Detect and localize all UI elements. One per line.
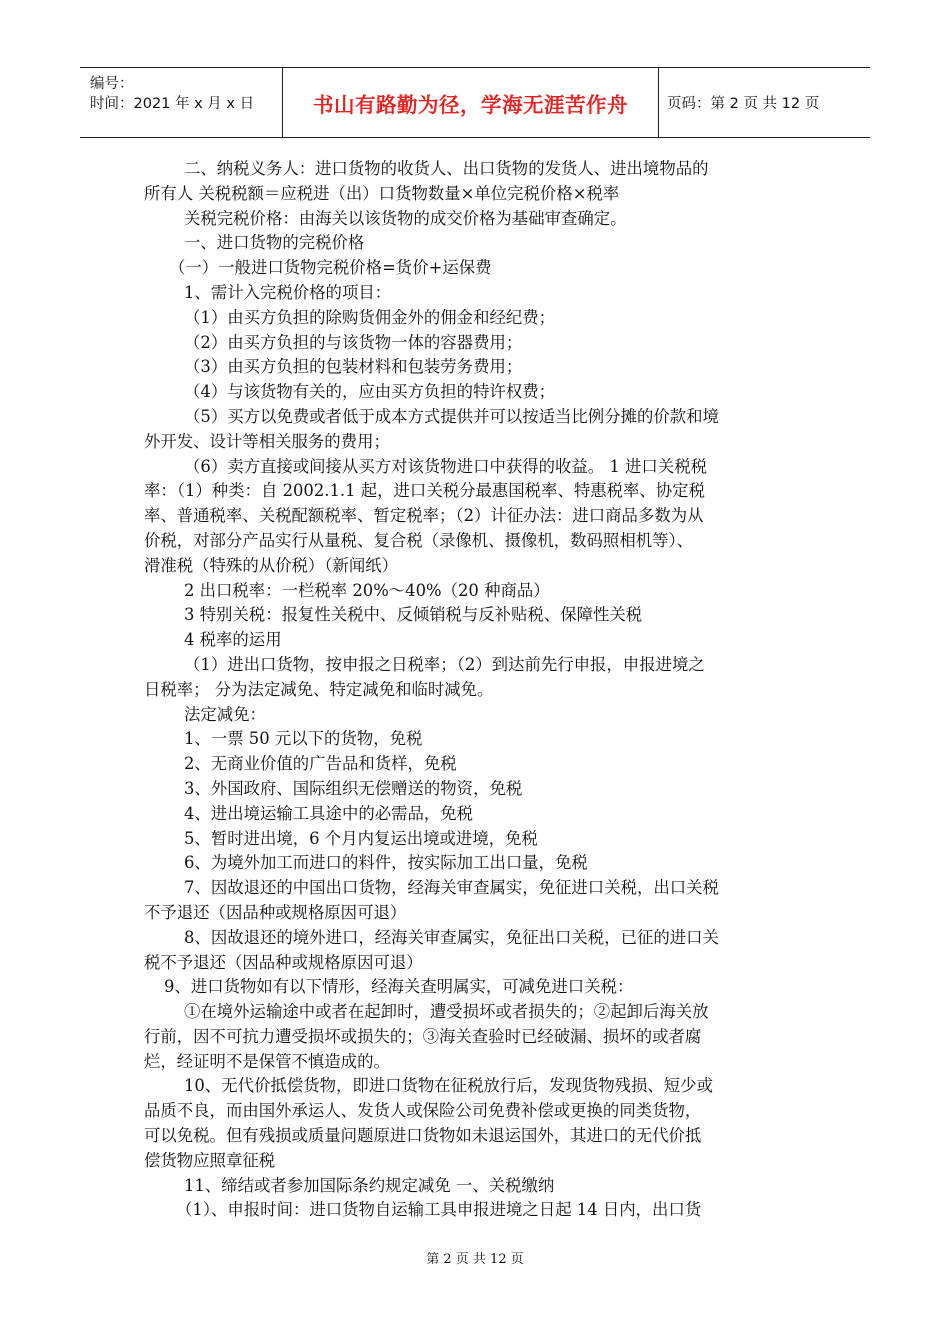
footer-page-number: 第 2 页 共 12 页 [426, 1252, 524, 1267]
text-line: 4、进出境运输工具途中的必需品，免税 [184, 803, 474, 823]
text-line: 2、无商业价值的广告品和货样，免税 [184, 754, 457, 774]
text-line: 2 出口税率：一栏税率 20%～40%（20 种商品） [184, 580, 550, 600]
text-line: 关税完税价格：由海关以该货物的成交价格为基础审查确定。 [184, 208, 627, 228]
text-line: 1、需计入完税价格的项目： [184, 282, 392, 302]
text-line: （4）与该货物有关的，应由买方负担的特许权费； [184, 382, 556, 402]
header-meta [80, 68, 283, 137]
text-line: 8、因故退还的境外进口，经海关审查属实，免征出口关税，已征的进口关 [184, 927, 719, 947]
text-line: 5、暂时进出境，6 个月内复运出境或进境，免税 [184, 828, 538, 848]
text-line: 9、进口货物如有以下情形，经海关查明属实，可减免进口关税： [164, 977, 634, 997]
text-line: 价税，对部分产品实行从量税、复合税（录像机、摄像机，数码照相机等）、 [144, 530, 694, 550]
text-line: 滑准税（特殊的从价税）（新闻纸） [144, 555, 399, 575]
text-line: （3）由买方负担的包装材料和包装劳务费用； [184, 357, 523, 377]
document-body [144, 157, 809, 1223]
header-motto: 书山有路勤为径，学海无涯苦作舟 [313, 92, 628, 117]
text-line: （1）由买方负担的除购货佣金外的佣金和经纪费； [184, 307, 556, 327]
document-date: 时间：2021 年 x 月 x 日 [90, 96, 255, 112]
header-page-info: 页码：第 2 页 共 12 页 [667, 96, 820, 112]
text-line: 所有人 关税税额＝应税进（出）口货物数量×单位完税价格×税率 [144, 183, 620, 203]
text-line: 偿货物应照章征税 [144, 1150, 276, 1170]
text-line: 日税率； 分为法定减免、特定减免和临时减免。 [144, 679, 494, 699]
text-line: 10、无代价抵偿货物，即进口货物在征税放行后，发现货物残损、短少或 [184, 1076, 713, 1096]
text-line: （1）、申报时间：进口货物自运输工具申报进境之日起 14 日内，出口货 [176, 1200, 702, 1220]
text-line: （2）由买方负担的与该货物一体的容器费用； [184, 332, 523, 352]
text-line: 行前，因不可抗力遭受损坏或损失的；③海关查验时已经破漏、损坏的或者腐 [144, 1026, 702, 1046]
text-line: （6）卖方直接或间接从买方对该货物进口中获得的收益。 1 进口关税税 [184, 456, 707, 476]
text-line: 3 特别关税：报复性关税中、反倾销税与反补贴税、保障性关税 [184, 605, 643, 625]
text-line: 品质不良，而由国外承运人、发货人或保险公司免费补偿或更换的同类货物， [144, 1101, 702, 1121]
text-line: 率：（1）种类：自 2002.1.1 起，进口关税分最惠国税率、特惠税率、协定税 [144, 481, 705, 501]
text-line: 6、为境外加工而进口的料件，按实际加工出口量，免税 [184, 853, 588, 873]
text-line: 税不予退还（因品种或规格原因可退） [144, 952, 423, 972]
text-line: 烂，经证明不是保管不慎造成的。 [144, 1051, 390, 1071]
text-line: ①在境外运输途中或者在起卸时，遭受损坏或者损失的；②起卸后海关放 [184, 1002, 709, 1022]
header-page-info-cell [659, 68, 870, 137]
header-motto-cell [283, 68, 659, 137]
text-line: 外开发、设计等相关服务的费用； [144, 431, 390, 451]
text-line: 法定减免： [184, 704, 266, 724]
text-line: 1、一票 50 元以下的货物，免税 [184, 729, 423, 749]
text-line: 一、进口货物的完税价格 [184, 233, 365, 253]
text-line: 率、普通税率、关税配额税率、暂定税率；（2）计征办法：进口商品多数为从 [144, 506, 704, 526]
text-line: 11、缔结或者参加国际条约规定减免 一、关税缴纳 [184, 1175, 555, 1195]
text-line: 可以免税。但有残损或质量问题原进口货物如未退运国外，其进口的无代价抵 [144, 1126, 702, 1146]
page-footer [0, 1248, 950, 1267]
text-line: （5）买方以免费或者低于成本方式提供并可以按适当比例分摊的价款和境 [184, 406, 719, 426]
text-line: 不予退还（因品种或规格原因可退） [144, 902, 407, 922]
text-line: （一）一般进口货物完税价格=货价+运保费 [169, 258, 492, 278]
text-line: （1）进出口货物，按申报之日税率；（2）到达前先行申报，申报进境之 [184, 654, 705, 674]
text-line: 4 税率的运用 [184, 630, 282, 650]
page-header [80, 67, 870, 138]
text-line: 3、外国政府、国际组织无偿赠送的物资，免税 [184, 778, 523, 798]
text-line: 二、纳税义务人：进口货物的收货人、出口货物的发货人、进出境物品的 [184, 159, 709, 178]
text-line: 7、因故退还的中国出口货物，经海关审查属实，免征进口关税，出口关税 [184, 878, 719, 898]
document-number-label: 编号： [90, 76, 134, 92]
